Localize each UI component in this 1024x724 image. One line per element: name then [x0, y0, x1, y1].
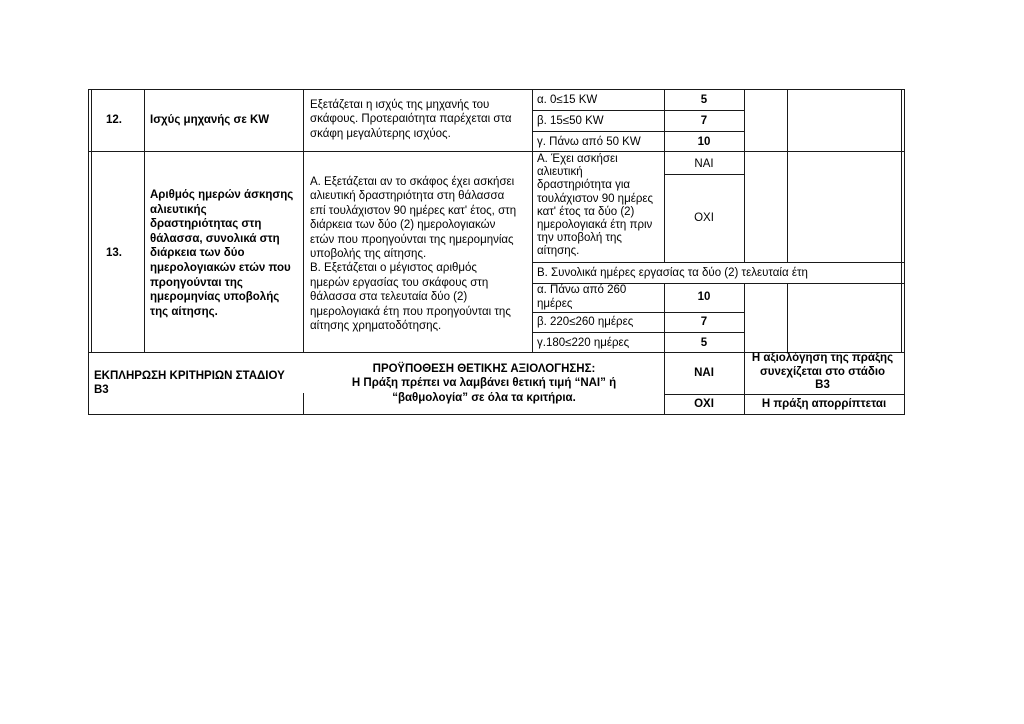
footer-stage-label: ΕΚΠΛΗΡΩΣΗ ΚΡΙΤΗΡΙΩΝ ΣΤΑΔΙΟΥ Β3 [94, 370, 285, 397]
row12-number: 12. [106, 114, 122, 126]
rule-extra-col-2 [787, 283, 788, 352]
rule-r13-yes [664, 174, 744, 175]
row13-no: ΟΧΙ [694, 212, 714, 224]
row12-score-b: 7 [700, 115, 708, 127]
row13-option-b-header: Β. Συνολικά ημέρες εργασίας τα δύο (2) τελευταία έτη [537, 267, 808, 279]
row12-option-c: γ. Πάνω από 50 KW [537, 136, 641, 148]
footer-no-result: Η πράξη απορρίπτεται [761, 398, 887, 410]
rule-r13-c [532, 312, 744, 313]
rule-score-col-2 [744, 283, 745, 415]
rule-score-col [744, 89, 745, 262]
rule-extra-col [787, 89, 788, 262]
rule-left-outer [88, 89, 89, 415]
rule-r13-a [532, 262, 904, 263]
rule-bottom [88, 414, 904, 415]
rule-left-inner [91, 89, 92, 352]
row13-number: 13. [106, 247, 122, 259]
row13-option-b-a: α. Πάνω από 260 ημέρες [537, 284, 627, 311]
row12-score-c: 10 [697, 136, 711, 148]
row12-option-a: α. 0≤15 KW [537, 94, 598, 106]
row13-option-b-b: β. 220≤260 ημέρες [537, 316, 634, 328]
rule-r12-b [532, 131, 744, 132]
row13-yes: ΝΑΙ [694, 158, 714, 170]
footer-yes: ΝΑΙ [694, 367, 714, 379]
footer-yes-result: Η αξιολόγηση της πράξης συνεχίζεται στο στάδιο Β3 [751, 352, 894, 392]
row13-option-b-c: γ.180≤220 ημέρες [537, 337, 630, 349]
rule-right-outer [904, 89, 905, 415]
rule-desc-col [532, 89, 533, 352]
row12-description: Εξετάζεται η ισχύς της μηχανής του σκάφους. Προτεραιότητα παρέχεται στα σκάφη μεγαλύτερης ισχύος. [310, 99, 512, 140]
rule-row-split [88, 151, 904, 152]
rule-crit-col [303, 89, 304, 352]
footer-condition: ΠΡΟΫΠΟΘΕΣΗ ΘΕΤΙΚΗΣ ΑΞΙΟΛΟΓΗΣΗΣ: Η Πράξη πρέπει να λαμβάνει θετική τιμή “ΝΑΙ” ή “βαθμολογία” σε όλα τα κριτήρια. [351, 363, 617, 404]
rule-num-col [144, 89, 145, 352]
rule-right-inner [901, 89, 902, 352]
rule-r12-a [532, 110, 744, 111]
rule-footer-mid [664, 394, 904, 395]
row13-option-a: Α. Έχει ασκήσει αλιευτική δραστηριότητα για τουλάχιστον 90 ημέρες κατ' έτος τα δύο (2) ημερολογιακά έτη πριν την υποβολή της αίτησης. [537, 153, 654, 258]
rule-top [88, 89, 904, 90]
rule-r13-d [532, 332, 744, 333]
row12-criterion: Ισχύς μηχανής σε KW [150, 114, 270, 126]
row13-score-c: 5 [700, 337, 708, 349]
row12-option-b: β. 15≤50 KW [537, 115, 604, 127]
footer-no: ΟΧΙ [694, 398, 714, 410]
row13-score-a: 10 [697, 291, 711, 303]
row12-score-a: 5 [700, 94, 708, 106]
row13-score-b: 7 [700, 316, 708, 328]
row13-description: Α. Εξετάζεται αν το σκάφος έχει ασκήσει αλιευτική δραστηριότητα στη θάλασσα επί τουλάχιστον 90 ημέρες κατ' έτος, στη διάρκεια των δύο (2) ημερολογιακών ετών που προηγούνται της ημερομηνίας υποβολής της αίτησης. Β. Εξετάζεται ο μέγιστος αριθμός ημερών εργασίας του σκάφους στη θάλασσα στα τελευταία δύο (2) ημερολογιακά έτη που προηγούνται της αίτησης χρηματοδότησης. [310, 176, 517, 333]
row13-criterion: Αριθμός ημερών άσκησης αλιευτικής δραστηριότητας στη θάλασσα, συνολικά στη διάρκεια των δύο ημερολογιακών ετών που προηγούνται της ημερομηνίας υποβολής της αίτησης. [150, 189, 294, 318]
